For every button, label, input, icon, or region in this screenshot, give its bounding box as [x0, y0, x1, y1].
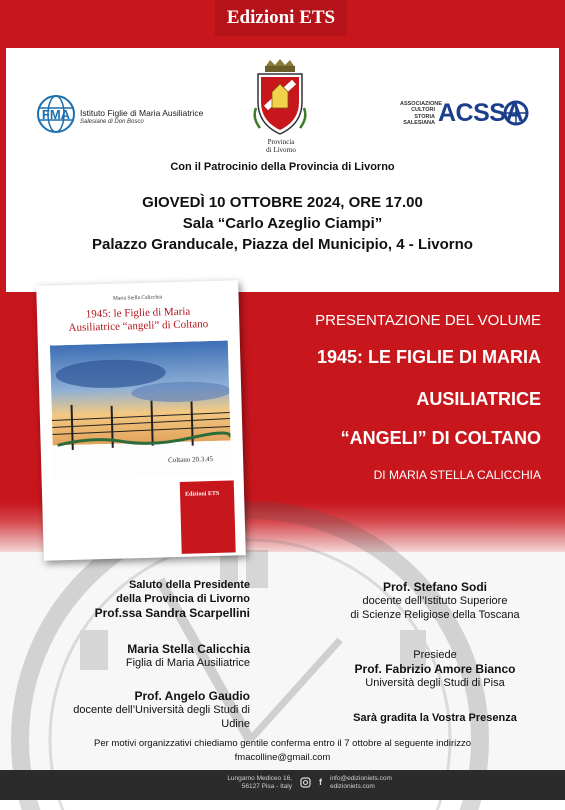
presentation-author: DI MARIA STELLA CALICCHIA	[373, 468, 541, 482]
svg-text:Coltano 20.3.45: Coltano 20.3.45	[168, 455, 214, 465]
speaker-president-name: Prof.ssa Sandra Scarpellini	[94, 606, 250, 620]
presentation-title-2: AUSILIATRICE	[416, 389, 541, 409]
footer-website[interactable]: edizioniets.com	[330, 783, 375, 790]
book-cover[interactable]	[36, 280, 246, 561]
acssa-acronym: ACSSA	[438, 99, 524, 127]
book-publisher-block	[180, 480, 236, 553]
publisher-logo-text: Edizioni ETS	[226, 7, 336, 28]
footer-email[interactable]: info@edizioniets.com	[330, 775, 392, 782]
rsvp-email[interactable]: fmacolline@gmail.com	[234, 752, 331, 763]
footer-social	[300, 777, 326, 788]
speaker-chair: Presiede Prof. Fabrizio Amore Bianco Università degli Studi di Pisa	[354, 649, 516, 689]
footer-address: Lungarno Mediceo 16, 56127 Pisa - Italy	[227, 775, 292, 790]
fma-subtitle: Salesiane di Don Bosco	[80, 119, 144, 125]
speaker-gaudio-name: Prof. Angelo Gaudio	[134, 689, 250, 703]
instagram-icon[interactable]	[300, 777, 311, 788]
patronage-line: Con il Patrocinio della Provincia di Livorno	[170, 161, 395, 173]
province-crest-icon	[252, 58, 308, 138]
speaker-calicchia-name: Maria Stella Calicchia	[127, 642, 250, 656]
event-place: Palazzo Granducale, Piazza del Municipio, 4 - Livorno	[92, 236, 473, 253]
speaker-president: Saluto della Presidente della Provincia di Livorno Prof.ssa Sandra Scarpellini	[94, 579, 250, 620]
speaker-gaudio: Prof. Angelo Gaudio docente dell’Università degli Studi di Udine	[73, 689, 250, 730]
rsvp-note: Per motivi organizzativi chiediamo gentile conferma entro il 7 ottobre al seguente indirizzo	[93, 738, 472, 749]
facebook-icon[interactable]: f	[319, 777, 322, 787]
fma-logo	[36, 94, 204, 138]
speaker-chair-name: Prof. Fabrizio Amore Bianco	[354, 662, 516, 676]
speaker-calicchia: Maria Stella Calicchia Figlia di Maria Ausiliatrice	[125, 642, 250, 669]
book-watercolor-illustration	[50, 341, 232, 481]
fma-name: Istituto Figlie di Maria Ausiliatrice	[80, 108, 204, 118]
closing-line: Sarà gradita la Vostra Presenza	[353, 712, 517, 724]
book-author: Maria Stella Calicchia	[112, 294, 163, 302]
acssa-small-text: ASSOCIAZIONE CULTORI STORIA SALESIANA	[400, 101, 442, 127]
book-title-line2: Ausiliatrice “angeli” di Coltano	[68, 318, 209, 334]
publisher-logo[interactable]	[215, 0, 347, 36]
acssa-logo	[400, 96, 535, 136]
presentation-title-3: “ANGELI” DI COLTANO	[340, 428, 541, 448]
event-date: GIOVEDÌ 10 OTTOBRE 2024, ORE 17.00	[142, 194, 423, 211]
event-room: Sala “Carlo Azeglio Ciampi”	[182, 215, 383, 232]
fma-letters: FMA	[41, 107, 71, 122]
province-caption: Provincia di Livorno	[266, 138, 296, 154]
book-publisher: Edizioni ETS	[185, 490, 220, 498]
footer-contact	[330, 775, 392, 791]
acssa-globe-icon	[503, 100, 529, 126]
speaker-sodi-name: Prof. Stefano Sodi	[382, 580, 487, 594]
footer-bar	[0, 770, 565, 800]
fma-globe-icon	[36, 94, 76, 134]
presentation-title-1: 1945: LE FIGLIE DI MARIA	[316, 347, 541, 367]
presentation-kicker: PRESENTAZIONE DEL VOLUME	[315, 312, 541, 329]
book-title-line1: 1945: le Figlie di Maria	[85, 305, 191, 321]
speaker-sodi: Prof. Stefano Sodi docente dell’Istituto Superiore di Scienze Religiose della Toscana	[350, 580, 520, 621]
